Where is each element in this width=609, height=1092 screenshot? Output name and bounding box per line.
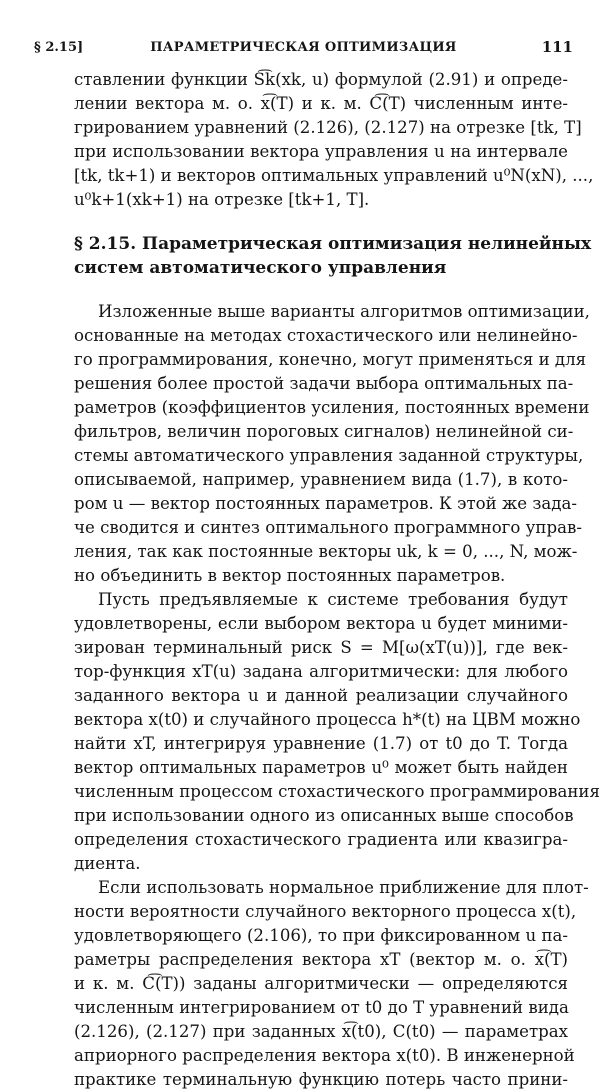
text-line: заданного вектора u и данной реализации случайного (74, 686, 568, 705)
text-line: зирован терминальный риск S = M[ω(xT(u))], где век- (74, 638, 568, 657)
text-line: численным процессом стохастического программирования (74, 782, 600, 801)
heading-line: систем автоматического управления (74, 258, 447, 278)
section-heading (74, 232, 592, 280)
page-body (74, 68, 600, 1092)
header-section: § 2.15] (34, 40, 84, 55)
text-line: определения стохастического градиента или квазигра- (74, 830, 568, 849)
text-line: тор-функция xT(u) задана алгоритмически: для любого (74, 662, 568, 681)
heading-line: § 2.15. Параметрическая оптимизация нелинейных (74, 234, 592, 254)
text-line: удовлетворены, если выбором вектора u будет миними- (74, 614, 568, 633)
text-line: удовлетворяющего (2.106), то при фиксированном u па- (74, 926, 568, 945)
text-line: Изложенные выше варианты алгоритмов оптимизации, (98, 302, 590, 321)
text-line: описываемой, например, уравнением вида (1.7), в кото- (74, 470, 568, 489)
text-line: фильтров, величин пороговых сигналов) нелинейной си- (74, 422, 574, 441)
text-line: раметры распределения вектора xT (вектор м. о. x͡(T) (74, 950, 568, 969)
text-line: Пусть предъявляемые к системе требования будут (98, 590, 568, 609)
text-line: го программирования, конечно, могут применяться и для (74, 350, 587, 369)
page-number: 111 (541, 38, 573, 56)
paragraph-1 (74, 300, 590, 588)
paragraph-2 (74, 588, 600, 876)
running-header (34, 38, 573, 60)
text-line: ности вероятности случайного векторного процесса x(t), (74, 902, 577, 921)
text-line: u⁰k+1(xk+1) на отрезке [tk+1, T]. (74, 190, 370, 209)
text-line: при использовании одного из описанных выше способов (74, 806, 574, 825)
paragraph-3 (74, 876, 589, 1092)
text-line: но объединить в вектор постоянных параметров. (74, 566, 506, 585)
text-line: решения более простой задачи выбора оптимальных па- (74, 374, 574, 393)
text-line: найти xT, интегрируя уравнение (1.7) от t0 до T. Тогда (74, 734, 568, 753)
text-line: основанные на методах стохастического или нелинейно- (74, 326, 578, 345)
intro-text (74, 68, 594, 212)
text-line: практике терминальную функцию потерь часто прини- (74, 1070, 568, 1089)
text-line: диента. (74, 854, 141, 873)
text-line: ления, так как постоянные векторы uk, k = 0, ..., N, мож- (74, 542, 578, 561)
text-line: вектор оптимальных параметров u⁰ может быть найден (74, 758, 568, 777)
text-line: Если использовать нормальное приближение для плот- (98, 878, 589, 897)
text-line: лении вектора м. о. x͡(T) и к. м. C͡(T) численным инте- (74, 94, 568, 113)
text-line: и к. м. C͡(T)) заданы алгоритмически — определяются (74, 974, 568, 993)
text-line: ставлении функции S͡k(xk, u) формулой (2.91) и опреде- (74, 70, 568, 89)
text-line: априорного распределения вектора x(t0). В инженерной (74, 1046, 575, 1065)
text-line: ром u — вектор постоянных параметров. К этой же зада- (74, 494, 577, 513)
text-line: (2.126), (2.127) при заданных x͡(t0), C(t0) — параметрах (74, 1022, 568, 1041)
text-line: при использовании вектора управления u на интервале (74, 142, 568, 161)
header-title: ПАРАМЕТРИЧЕСКАЯ ОПТИМИЗАЦИЯ (150, 40, 457, 55)
text-line: [tk, tk+1) и векторов оптимальных управлений u⁰N(xN), ..., (74, 166, 594, 185)
text-line: стемы автоматического управления заданной структуры, (74, 446, 584, 465)
text-line: раметров (коэффициентов усиления, постоянных времени (74, 398, 590, 417)
text-line: че сводится и синтез оптимального программного управ- (74, 518, 582, 537)
text-line: грированием уравнений (2.126), (2.127) на отрезке [tk, T] (74, 118, 582, 137)
text-line: численным интегрированием от t0 до T уравнений вида (74, 998, 569, 1017)
text-line: вектора x(t0) и случайного процесса h*(t) на ЦВМ можно (74, 710, 581, 729)
